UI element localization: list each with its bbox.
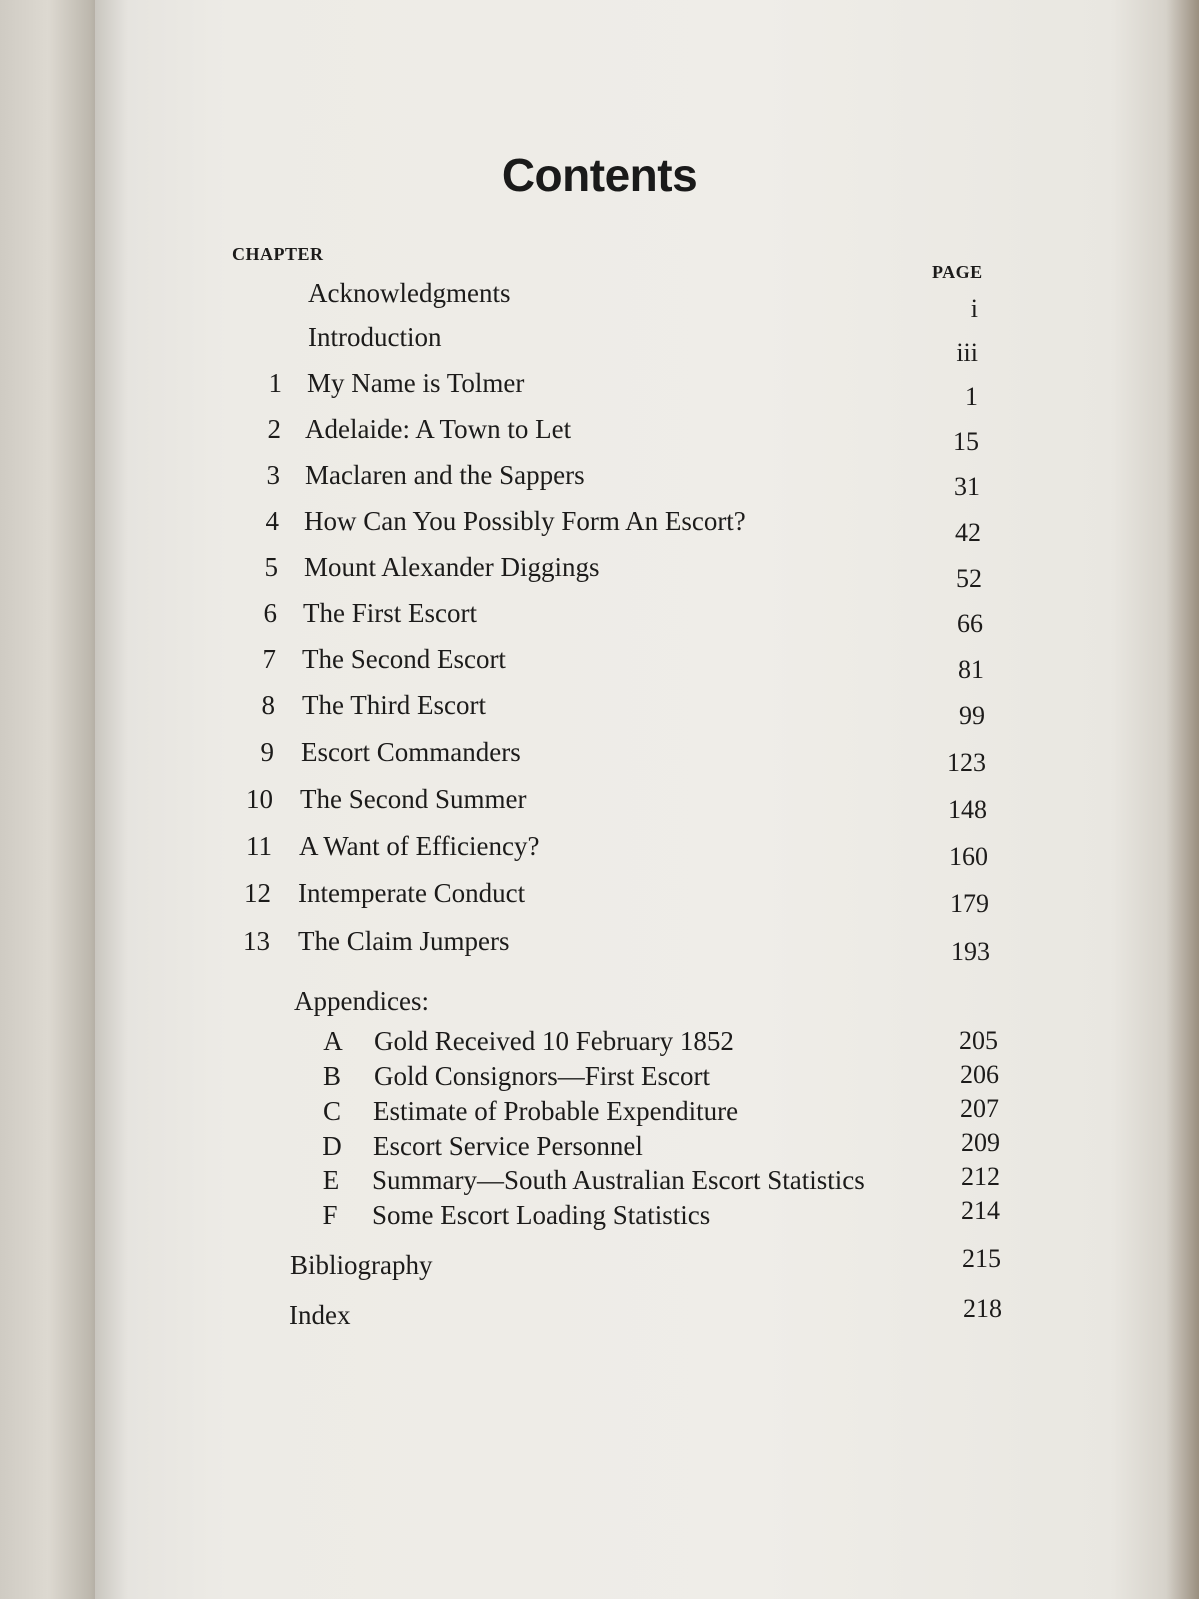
appendix-letter: B xyxy=(322,1061,341,1091)
appendix-page: 206 xyxy=(960,1060,999,1089)
chapter-title: Intemperate Conduct xyxy=(298,878,526,908)
appendix-title: Summary—South Australian Escort Statistics xyxy=(372,1165,865,1195)
chapter-number: 9 xyxy=(260,737,274,767)
chapter-title: Adelaide: A Town to Let xyxy=(305,414,572,444)
chapter-page: 1 xyxy=(965,382,978,411)
chapter-title: The First Escort xyxy=(303,598,477,628)
chapter-page: 81 xyxy=(958,655,984,684)
appendix-page: 205 xyxy=(959,1026,998,1055)
chapter-number: 12 xyxy=(244,878,271,908)
chapter-number: 7 xyxy=(262,644,276,674)
chapter-number: 11 xyxy=(246,831,272,861)
chapter-page: 193 xyxy=(951,937,990,966)
chapter-page: 123 xyxy=(947,748,986,777)
toc-title-index: Index xyxy=(289,1300,351,1330)
appendix-page: 209 xyxy=(961,1128,1000,1157)
appendix-page: 207 xyxy=(960,1094,999,1123)
appendix-title: Gold Received 10 February 1852 xyxy=(374,1026,734,1056)
chapter-title: Maclaren and the Sappers xyxy=(305,460,585,490)
chapter-number: 3 xyxy=(266,460,280,490)
appendix-title: Some Escort Loading Statistics xyxy=(372,1200,711,1230)
page-title: Contents xyxy=(501,149,698,201)
chapter-number: 5 xyxy=(264,552,278,582)
chapter-number: 10 xyxy=(246,784,273,814)
chapter-page: 99 xyxy=(959,701,985,730)
appendix-page: 214 xyxy=(961,1196,1000,1225)
chapter-title: The Claim Jumpers xyxy=(298,926,510,956)
appendix-letter: A xyxy=(323,1026,343,1056)
appendix-title: Gold Consignors—First Escort xyxy=(374,1061,711,1091)
chapter-page: 42 xyxy=(955,518,981,547)
chapter-page: 160 xyxy=(949,842,988,871)
chapter-number: 8 xyxy=(261,690,275,720)
toc-page-acknowledgments: i xyxy=(970,294,978,323)
toc-page-introduction: iii xyxy=(956,338,978,367)
page-column-label: PAGE xyxy=(932,262,983,282)
chapter-title: The Second Summer xyxy=(300,784,527,814)
chapter-number: 6 xyxy=(263,598,277,628)
appendix-letter: D xyxy=(322,1131,342,1161)
chapter-title: How Can You Possibly Form An Escort? xyxy=(304,506,746,536)
chapter-page: 66 xyxy=(957,609,983,638)
appendix-title: Estimate of Probable Expenditure xyxy=(373,1096,739,1126)
toc-page-index: 218 xyxy=(963,1294,1002,1323)
toc-title-bibliography: Bibliography xyxy=(290,1250,433,1280)
appendix-letter: E xyxy=(322,1165,340,1195)
chapter-page: 52 xyxy=(956,564,982,593)
chapter-title: A Want of Efficiency? xyxy=(299,831,540,861)
toc-title-introduction: Introduction xyxy=(308,322,442,352)
chapter-title: My Name is Tolmer xyxy=(307,368,525,398)
appendix-title: Escort Service Personnel xyxy=(373,1131,643,1161)
chapter-number: 4 xyxy=(265,506,279,536)
chapter-page: 148 xyxy=(948,795,987,824)
chapter-title: The Third Escort xyxy=(302,690,486,720)
chapter-title: Mount Alexander Diggings xyxy=(304,552,600,582)
chapter-number: 1 xyxy=(268,368,282,398)
chapter-page: 15 xyxy=(953,427,979,456)
appendix-page: 212 xyxy=(961,1162,1000,1191)
toc-title-acknowledgments: Acknowledgments xyxy=(308,278,511,308)
chapter-column-label: CHAPTER xyxy=(232,244,324,264)
chapter-number: 13 xyxy=(243,926,270,956)
toc-page-bibliography: 215 xyxy=(962,1244,1001,1273)
chapter-page: 31 xyxy=(954,472,980,501)
appendix-letter: C xyxy=(322,1096,341,1126)
chapter-title: Escort Commanders xyxy=(301,737,521,767)
chapter-number: 2 xyxy=(267,414,281,444)
chapter-title: The Second Escort xyxy=(302,644,506,674)
chapter-page: 179 xyxy=(950,889,989,918)
appendices-heading: Appendices: xyxy=(294,986,429,1016)
appendix-letter: F xyxy=(322,1200,338,1230)
